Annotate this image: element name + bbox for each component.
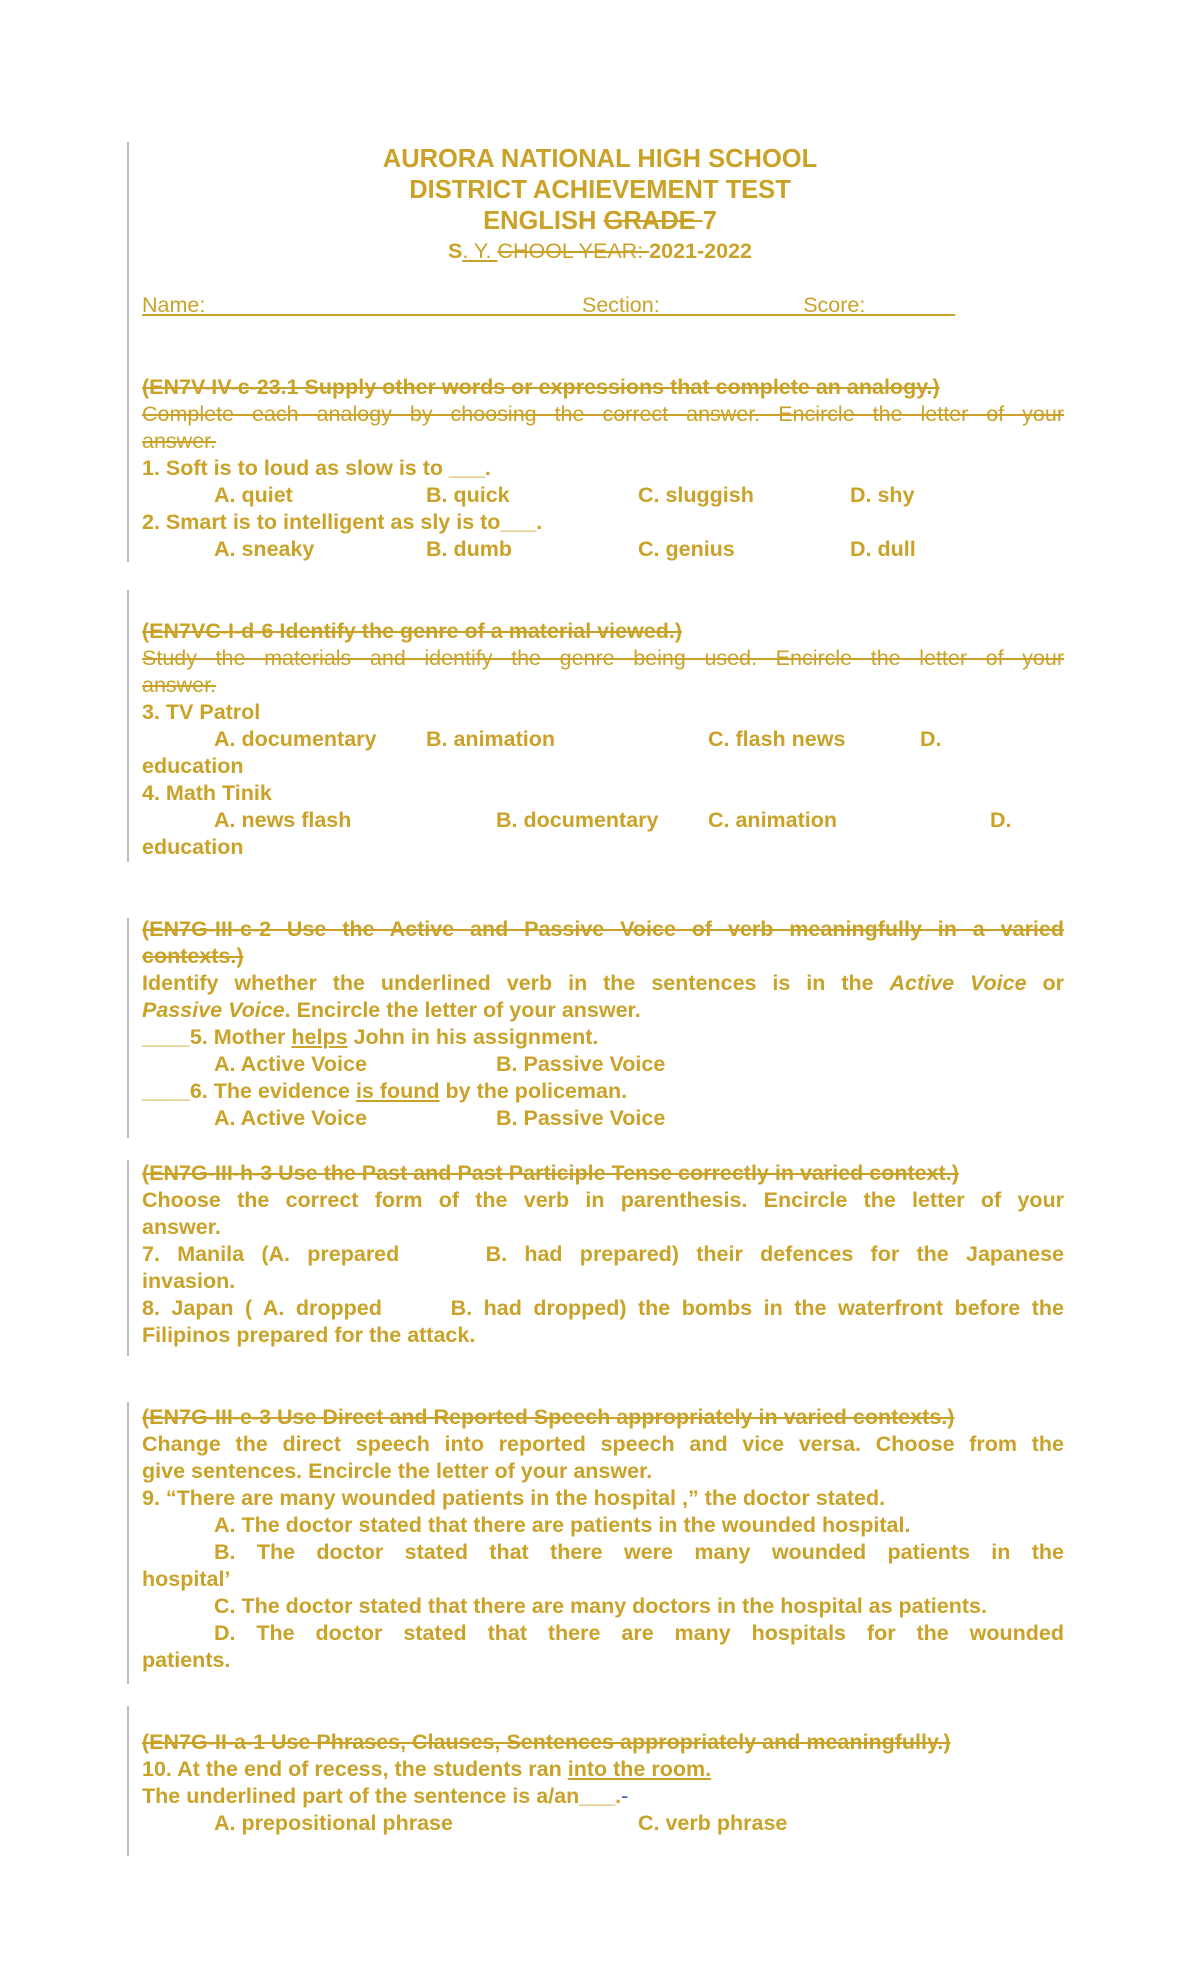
choice-b[interactable]: B. dumb bbox=[426, 537, 512, 561]
margin-bar bbox=[127, 1402, 129, 1684]
student-info-line bbox=[142, 292, 1064, 319]
margin-bar bbox=[127, 1706, 129, 1856]
choice-d[interactable]: D. bbox=[990, 808, 1012, 832]
choice-a[interactable]: A. prepositional phrase bbox=[214, 1811, 453, 1835]
instr-text: . Encircle the letter of your answer. bbox=[284, 998, 641, 1022]
choice-c[interactable]: C. The doctor stated that there are many doctors in the hospital as patients. bbox=[214, 1594, 987, 1618]
question-1: 1. Soft is to loud as slow is to ___. bbox=[142, 456, 491, 480]
question-9: 9. “There are many wounded patients in the hospital ,” the doctor stated. bbox=[142, 1486, 886, 1510]
school-year bbox=[0, 237, 1200, 265]
instruction-line: answer. bbox=[142, 673, 217, 697]
q6-verb: is found bbox=[355, 1079, 440, 1103]
choice-c[interactable]: C. flash news bbox=[708, 727, 846, 751]
choice-a[interactable]: A. documentary bbox=[214, 727, 377, 751]
choice-a[interactable]: A. quiet bbox=[214, 483, 293, 507]
section-blank[interactable]: ___________ bbox=[665, 293, 798, 317]
instr-or: or bbox=[1042, 971, 1064, 995]
name-blank[interactable]: _______________________________ bbox=[205, 293, 577, 317]
question-8-cont: Filipinos prepared for the attack. bbox=[142, 1323, 476, 1347]
question-2: 2. Smart is to intelligent as sly is to___. bbox=[142, 510, 543, 534]
choice-a[interactable]: A. Active Voice bbox=[214, 1052, 367, 1076]
competency-tense: (EN7G-III-h-3 Use the Past and Past Participle Tense correctly in varied context.) bbox=[142, 1161, 959, 1185]
competency-voice: (EN7G-III-c-2 Use the Active and Passive Voice of verb meaningfully in a varied bbox=[142, 917, 1064, 941]
choice-c[interactable]: C. verb phrase bbox=[638, 1811, 788, 1835]
choice-d[interactable]: D. shy bbox=[850, 483, 915, 507]
q10-dash: - bbox=[621, 1784, 629, 1808]
instr-active: Active Voice bbox=[889, 971, 1027, 995]
margin-bar bbox=[127, 590, 129, 862]
score-label: Score: bbox=[803, 293, 866, 317]
q5-verb: helps bbox=[291, 1025, 348, 1049]
competency-speech: (EN7G-III-e-3 Use Direct and Reported Speech appropriately in varied contexts.) bbox=[142, 1405, 955, 1429]
q10-prompt-text: The underlined part of the sentence is a/an___. bbox=[142, 1784, 622, 1808]
choice-b[interactable]: B. quick bbox=[426, 483, 510, 507]
competency-voice-cont: contexts.) bbox=[142, 944, 244, 968]
q10-underlined: into the room. bbox=[567, 1757, 712, 1781]
name-label: Name: bbox=[142, 293, 206, 317]
grade: 7 bbox=[702, 207, 717, 235]
question-3-choice-d-text: education bbox=[142, 754, 244, 778]
instruction-line: Choose the correct form of the verb in parenthesis. Encircle the letter of your bbox=[142, 1188, 1064, 1212]
choice-b[interactable]: B. Passive Voice bbox=[496, 1052, 666, 1076]
question-6-choices bbox=[142, 1105, 1064, 1132]
choice-c[interactable]: C. sluggish bbox=[638, 483, 754, 507]
section-label: Section: bbox=[582, 293, 660, 317]
question-7: 7. Manila (A. prepared B. had prepared) their defences for the Japanese bbox=[142, 1242, 1064, 1266]
sy-struck: CHOOL YEAR: bbox=[497, 239, 650, 263]
choice-b[interactable]: B. Passive Voice bbox=[496, 1106, 666, 1130]
question-1-choices bbox=[142, 482, 1064, 509]
year: 2021-2022 bbox=[649, 239, 752, 263]
question-3-choices bbox=[142, 726, 1064, 753]
instruction-line: answer. bbox=[142, 429, 217, 453]
competency-genre: (EN7VC-I-d-6 Identify the genre of a material viewed.) bbox=[142, 619, 682, 643]
question-6 bbox=[142, 1078, 1064, 1105]
q5-post: John in his assignment. bbox=[347, 1025, 599, 1049]
choice-b[interactable]: B. The doctor stated that there were many wounded patients in the bbox=[214, 1540, 1064, 1564]
question-10-prompt bbox=[142, 1783, 1064, 1810]
choice-a[interactable]: A. Active Voice bbox=[214, 1106, 367, 1130]
choice-a[interactable]: A. sneaky bbox=[214, 537, 315, 561]
choice-b[interactable]: B. documentary bbox=[496, 808, 659, 832]
question-2-choices bbox=[142, 536, 1064, 563]
subject: ENGLISH bbox=[483, 207, 597, 235]
instruction-line bbox=[142, 970, 1064, 997]
instruction-line bbox=[142, 997, 1064, 1024]
choice-d[interactable]: D. dull bbox=[850, 537, 916, 561]
sy-prefix: S bbox=[448, 239, 463, 263]
instruction-line: Study the materials and identify the genre being used. Encircle the letter of your bbox=[142, 646, 1064, 670]
choice-d[interactable]: D. bbox=[920, 727, 942, 751]
sy-underlined: . Y. bbox=[462, 239, 498, 263]
question-4-choices bbox=[142, 807, 1064, 834]
question-5 bbox=[142, 1024, 1064, 1051]
subject-grade bbox=[0, 205, 1200, 237]
q6-post: by the policeman. bbox=[439, 1079, 628, 1103]
instruction-line: Change the direct speech into reported speech and vice versa. Choose from the bbox=[142, 1432, 1064, 1456]
question-3: 3. TV Patrol bbox=[142, 700, 261, 724]
competency-analogy: (EN7V-IV-c-23.1 Supply other words or expressions that complete an analogy.) bbox=[142, 375, 940, 399]
choice-b[interactable]: B. animation bbox=[426, 727, 556, 751]
q5-pre: ____5. Mother bbox=[142, 1025, 292, 1049]
choice-b-cont: hospital’ bbox=[142, 1567, 231, 1591]
choice-a[interactable]: A. news flash bbox=[214, 808, 352, 832]
instruction-line: answer. bbox=[142, 1215, 221, 1239]
q6-pre: ____6. The evidence bbox=[142, 1079, 356, 1103]
margin-bar bbox=[127, 918, 129, 1138]
choice-a[interactable]: A. The doctor stated that there are patients in the wounded hospital. bbox=[214, 1513, 911, 1537]
choice-c[interactable]: C. animation bbox=[708, 808, 838, 832]
school-name: AURORA NATIONAL HIGH SCHOOL bbox=[382, 145, 818, 173]
choice-c[interactable]: C. genius bbox=[638, 537, 735, 561]
q10-pre: 10. At the end of recess, the students ran bbox=[142, 1757, 568, 1781]
score-blank[interactable]: _______ bbox=[871, 293, 956, 317]
choice-d-cont: patients. bbox=[142, 1648, 231, 1672]
instruction-line: Complete each analogy by choosing the correct answer. Encircle the letter of your bbox=[142, 402, 1064, 426]
question-4-choice-d-text: education bbox=[142, 835, 244, 859]
test-title: DISTRICT ACHIEVEMENT TEST bbox=[409, 176, 791, 204]
margin-bar bbox=[127, 1160, 129, 1356]
question-8: 8. Japan ( A. dropped B. had dropped) the bombs in the waterfront before the bbox=[142, 1296, 1064, 1320]
question-7-cont: invasion. bbox=[142, 1269, 236, 1293]
question-10-choices bbox=[142, 1810, 1064, 1837]
instruction-line: give sentences. Encircle the letter of your answer. bbox=[142, 1459, 653, 1483]
grade-struck: GRADE bbox=[603, 207, 703, 235]
instr-text: Identify whether the underlined verb in the sentences is in the bbox=[142, 971, 874, 995]
choice-d[interactable]: D. The doctor stated that there are many hospitals for the wounded bbox=[214, 1621, 1064, 1645]
question-10 bbox=[142, 1756, 1064, 1783]
competency-phrases: (EN7G-II-a-1 Use Phrases, Clauses, Sentences appropriately and meaningfully.) bbox=[142, 1730, 951, 1754]
question-4: 4. Math Tinik bbox=[142, 781, 272, 805]
instr-passive: Passive Voice bbox=[142, 998, 285, 1022]
question-5-choices bbox=[142, 1051, 1064, 1078]
